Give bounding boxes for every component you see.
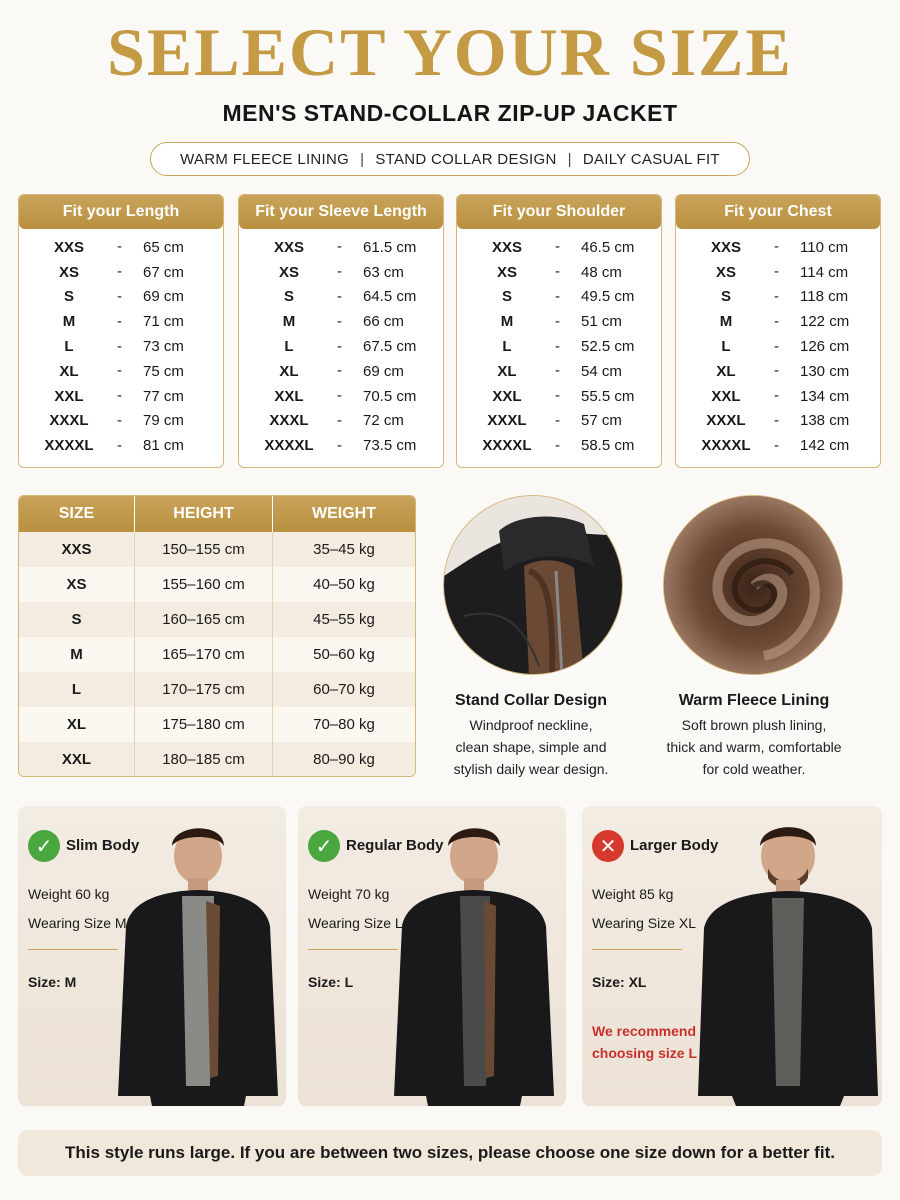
measurement-row: XXXL - 72 cm bbox=[239, 409, 443, 434]
measurement-value: 58.5 cm bbox=[581, 437, 635, 455]
measurement-value: 69 cm bbox=[143, 288, 184, 306]
measurement-row: S - 118 cm bbox=[676, 285, 880, 310]
model-figure bbox=[386, 816, 566, 1106]
table-row bbox=[19, 532, 415, 567]
cell-height: 155–160 cm bbox=[135, 567, 273, 602]
features-pill bbox=[150, 142, 750, 176]
body-size: Size: L bbox=[308, 974, 354, 990]
measurement-row: L - 52.5 cm bbox=[457, 334, 661, 359]
body-label: Regular Body bbox=[346, 837, 444, 854]
measurement-row: XXXXL - 58.5 cm bbox=[457, 433, 661, 458]
measurement-card bbox=[238, 194, 444, 468]
measurement-value: 57 cm bbox=[581, 412, 622, 430]
size-label: M bbox=[62, 313, 76, 331]
size-label: M bbox=[500, 313, 514, 331]
desc-line: thick and warm, comfortable bbox=[666, 739, 842, 755]
measurement-card-title: Fit your Shoulder bbox=[457, 195, 661, 229]
measurement-card-title: Fit your Length bbox=[19, 195, 223, 229]
measurement-value: 54 cm bbox=[581, 362, 622, 380]
feature-desc-fleece bbox=[654, 714, 854, 780]
desc-line: clean shape, simple and bbox=[455, 739, 607, 755]
size-label: XXXXL bbox=[701, 437, 751, 455]
feature-fleece: WARM FLEECE LINING bbox=[180, 150, 350, 168]
size-label: XXXXL bbox=[264, 437, 314, 455]
measurement-row: L - 73 cm bbox=[19, 334, 223, 359]
size-label: XXL bbox=[492, 387, 522, 405]
measurement-row: XXS - 65 cm bbox=[19, 235, 223, 260]
cell-weight: 35–45 kg bbox=[313, 541, 375, 558]
feature-fit: DAILY CASUAL FIT bbox=[582, 150, 720, 168]
measurement-row: XS - 114 cm bbox=[676, 260, 880, 285]
table-row bbox=[19, 672, 415, 707]
measurement-row: XXS - 46.5 cm bbox=[457, 235, 661, 260]
measurement-row: S - 49.5 cm bbox=[457, 285, 661, 310]
measurement-value: 81 cm bbox=[143, 437, 184, 455]
cell-weight: 50–60 kg bbox=[313, 646, 375, 663]
measurement-value: 67 cm bbox=[143, 263, 184, 281]
cross-icon: ✕ bbox=[592, 830, 624, 862]
size-table-header bbox=[19, 496, 415, 532]
table-row bbox=[19, 742, 415, 777]
measurement-value: 126 cm bbox=[800, 338, 850, 356]
body-wearing: Wearing Size M bbox=[28, 915, 127, 931]
measurement-value: 110 cm bbox=[800, 238, 849, 256]
measurement-value: 67.5 cm bbox=[363, 338, 417, 356]
body-label: Slim Body bbox=[66, 837, 140, 854]
measurement-value: 49.5 cm bbox=[581, 288, 635, 306]
size-label: XL bbox=[59, 362, 79, 380]
cell-height: 160–165 cm bbox=[135, 602, 273, 637]
measurement-row: XL - 54 cm bbox=[457, 359, 661, 384]
body-card-larger bbox=[582, 806, 882, 1106]
product-subtitle: MEN'S STAND-COLLAR ZIP-UP JACKET bbox=[222, 100, 678, 126]
measurement-value: 48 cm bbox=[581, 263, 622, 281]
measurement-value: 66 cm bbox=[363, 313, 404, 331]
body-wearing: Wearing Size L bbox=[308, 915, 403, 931]
measurement-row: L - 67.5 cm bbox=[239, 334, 443, 359]
measurement-value: 77 cm bbox=[143, 387, 184, 405]
measurement-value: 130 cm bbox=[800, 362, 850, 380]
divider bbox=[308, 949, 398, 950]
size-label: XXL bbox=[711, 387, 741, 405]
cell-size: XXL bbox=[19, 742, 135, 777]
cell-weight: 45–55 kg bbox=[313, 611, 375, 628]
cell-size: XXS bbox=[19, 532, 135, 567]
separator: | bbox=[567, 150, 572, 168]
measurement-card bbox=[18, 194, 224, 468]
measurement-value: 114 cm bbox=[800, 263, 849, 281]
measurement-value: 75 cm bbox=[143, 362, 184, 380]
size-label: XXXXL bbox=[44, 437, 94, 455]
check-icon: ✓ bbox=[28, 830, 60, 862]
size-label: XXXL bbox=[269, 412, 309, 430]
measurement-row: XXXL - 138 cm bbox=[676, 409, 880, 434]
feature-desc-collar bbox=[431, 714, 631, 780]
check-icon: ✓ bbox=[308, 830, 340, 862]
measurement-value: 55.5 cm bbox=[581, 387, 635, 405]
size-label: L bbox=[284, 338, 294, 356]
page-title: SELECT YOUR SIZE bbox=[107, 14, 793, 90]
measurement-row: XXL - 134 cm bbox=[676, 384, 880, 409]
header-size: SIZE bbox=[19, 496, 135, 532]
divider bbox=[592, 949, 682, 950]
measurement-card bbox=[456, 194, 662, 468]
size-label: XXS bbox=[53, 238, 84, 256]
measurement-row: XXL - 55.5 cm bbox=[457, 384, 661, 409]
measurement-value: 52.5 cm bbox=[581, 338, 635, 356]
body-weight: Weight 85 kg bbox=[592, 886, 674, 902]
measurement-row: XL - 75 cm bbox=[19, 359, 223, 384]
measurement-row: XS - 63 cm bbox=[239, 260, 443, 285]
measurement-value: 70.5 cm bbox=[363, 387, 417, 405]
measurement-row: XL - 69 cm bbox=[239, 359, 443, 384]
size-label: XL bbox=[716, 362, 736, 380]
size-label: XS bbox=[58, 263, 79, 281]
measurement-value: 72 cm bbox=[363, 412, 404, 430]
cell-weight: 80–90 kg bbox=[313, 751, 375, 768]
measurement-value: 64.5 cm bbox=[363, 288, 417, 306]
measurement-row: XXL - 70.5 cm bbox=[239, 384, 443, 409]
model-figure bbox=[106, 816, 286, 1106]
table-row bbox=[19, 567, 415, 602]
measurement-row: M - 122 cm bbox=[676, 309, 880, 334]
cell-height: 150–155 cm bbox=[135, 532, 273, 567]
cell-size: XL bbox=[19, 707, 135, 742]
body-size: Size: M bbox=[28, 974, 77, 990]
measurement-row: XXS - 61.5 cm bbox=[239, 235, 443, 260]
table-row bbox=[19, 602, 415, 637]
recommendation-text: We recommend choosing size L bbox=[592, 1023, 698, 1061]
fit-note: This style runs large. If you are between two sizes, please choose one size down for a better fit. bbox=[18, 1130, 882, 1176]
cell-size: S bbox=[19, 602, 135, 637]
desc-line: Windproof neckline, bbox=[469, 717, 593, 733]
cell-weight: 70–80 kg bbox=[313, 716, 375, 733]
cell-size: L bbox=[19, 672, 135, 707]
measurement-row: XXS - 110 cm bbox=[676, 235, 880, 260]
cell-size: M bbox=[19, 637, 135, 672]
cell-weight: 40–50 kg bbox=[313, 576, 375, 593]
measurement-row: XXXXL - 81 cm bbox=[19, 433, 223, 458]
size-label: XXS bbox=[273, 238, 304, 256]
size-label: XS bbox=[278, 263, 299, 281]
size-label: L bbox=[64, 338, 74, 356]
measurement-row: S - 69 cm bbox=[19, 285, 223, 310]
cell-height: 170–175 cm bbox=[135, 672, 273, 707]
cell-height: 180–185 cm bbox=[135, 742, 273, 777]
fleece-lining-image bbox=[663, 495, 843, 675]
measurement-value: 142 cm bbox=[800, 437, 850, 455]
feature-title-collar: Stand Collar Design bbox=[454, 692, 608, 709]
measurement-row: S - 64.5 cm bbox=[239, 285, 443, 310]
measurement-row: XXXXL - 73.5 cm bbox=[239, 433, 443, 458]
size-label: L bbox=[502, 338, 512, 356]
cell-height: 175–180 cm bbox=[135, 707, 273, 742]
size-label: XXXL bbox=[487, 412, 527, 430]
stand-collar-image bbox=[443, 495, 623, 675]
measurement-value: 71 cm bbox=[143, 313, 184, 331]
measurement-card-title: Fit your Chest bbox=[676, 195, 880, 229]
separator: | bbox=[360, 150, 365, 168]
cell-size: XS bbox=[19, 567, 135, 602]
size-label: XS bbox=[496, 263, 517, 281]
size-label: M bbox=[719, 313, 733, 331]
table-row bbox=[19, 707, 415, 742]
body-card-slim bbox=[18, 806, 286, 1106]
size-label: S bbox=[283, 288, 294, 306]
measurement-value: 69 cm bbox=[363, 362, 404, 380]
measurement-row: XS - 48 cm bbox=[457, 260, 661, 285]
measurement-value: 134 cm bbox=[800, 387, 850, 405]
size-table bbox=[18, 495, 416, 777]
measurement-value: 118 cm bbox=[800, 288, 849, 306]
measurement-row: M - 51 cm bbox=[457, 309, 661, 334]
measurement-row: XL - 130 cm bbox=[676, 359, 880, 384]
header-height: HEIGHT bbox=[135, 496, 273, 532]
size-label: XXS bbox=[710, 238, 741, 256]
desc-line: Soft brown plush lining, bbox=[681, 717, 827, 733]
size-label: XXXL bbox=[706, 412, 746, 430]
measurement-value: 138 cm bbox=[800, 412, 850, 430]
size-label: XL bbox=[279, 362, 299, 380]
size-label: XXXL bbox=[49, 412, 89, 430]
model-figure bbox=[690, 816, 880, 1106]
size-label: S bbox=[63, 288, 74, 306]
measurement-card-title: Fit your Sleeve Length bbox=[239, 195, 443, 229]
measurement-value: 79 cm bbox=[143, 412, 184, 430]
measurement-row: M - 71 cm bbox=[19, 309, 223, 334]
measurement-value: 63 cm bbox=[363, 263, 404, 281]
desc-line: stylish daily wear design. bbox=[453, 761, 609, 777]
size-label: XXL bbox=[54, 387, 84, 405]
feature-title-fleece: Warm Fleece Lining bbox=[678, 692, 830, 709]
body-weight: Weight 70 kg bbox=[308, 886, 390, 902]
measurement-row: XXL - 77 cm bbox=[19, 384, 223, 409]
size-label: XL bbox=[497, 362, 517, 380]
measurement-row: XS - 67 cm bbox=[19, 260, 223, 285]
body-label: Larger Body bbox=[630, 837, 719, 854]
size-label: XXS bbox=[491, 238, 522, 256]
body-wearing: Wearing Size XL bbox=[592, 915, 697, 931]
size-label: XXL bbox=[274, 387, 304, 405]
measurement-value: 73 cm bbox=[143, 338, 184, 356]
measurement-value: 122 cm bbox=[800, 313, 850, 331]
measurement-value: 73.5 cm bbox=[363, 437, 417, 455]
measurement-card bbox=[675, 194, 881, 468]
desc-line: for cold weather. bbox=[702, 761, 806, 777]
measurement-value: 51 cm bbox=[581, 313, 622, 331]
feature-collar: STAND COLLAR DESIGN bbox=[375, 150, 557, 168]
measurement-row: XXXL - 79 cm bbox=[19, 409, 223, 434]
body-card-regular bbox=[298, 806, 566, 1106]
table-row bbox=[19, 637, 415, 672]
measurement-value: 65 cm bbox=[143, 238, 184, 256]
body-weight: Weight 60 kg bbox=[28, 886, 110, 902]
measurement-value: 61.5 cm bbox=[363, 238, 417, 256]
measurement-row: XXXL - 57 cm bbox=[457, 409, 661, 434]
size-label: XXXXL bbox=[482, 437, 532, 455]
measurement-row: XXXXL - 142 cm bbox=[676, 433, 880, 458]
size-label: L bbox=[721, 338, 731, 356]
size-label: S bbox=[720, 288, 731, 306]
size-label: XS bbox=[715, 263, 736, 281]
size-label: M bbox=[282, 313, 296, 331]
header-weight: WEIGHT bbox=[312, 505, 376, 522]
divider bbox=[28, 949, 118, 950]
measurement-row: M - 66 cm bbox=[239, 309, 443, 334]
body-size: Size: XL bbox=[592, 974, 647, 990]
cell-height: 165–170 cm bbox=[135, 637, 273, 672]
measurement-row: L - 126 cm bbox=[676, 334, 880, 359]
size-label: S bbox=[501, 288, 512, 306]
measurement-value: 46.5 cm bbox=[581, 238, 635, 256]
cell-weight: 60–70 kg bbox=[313, 681, 375, 698]
